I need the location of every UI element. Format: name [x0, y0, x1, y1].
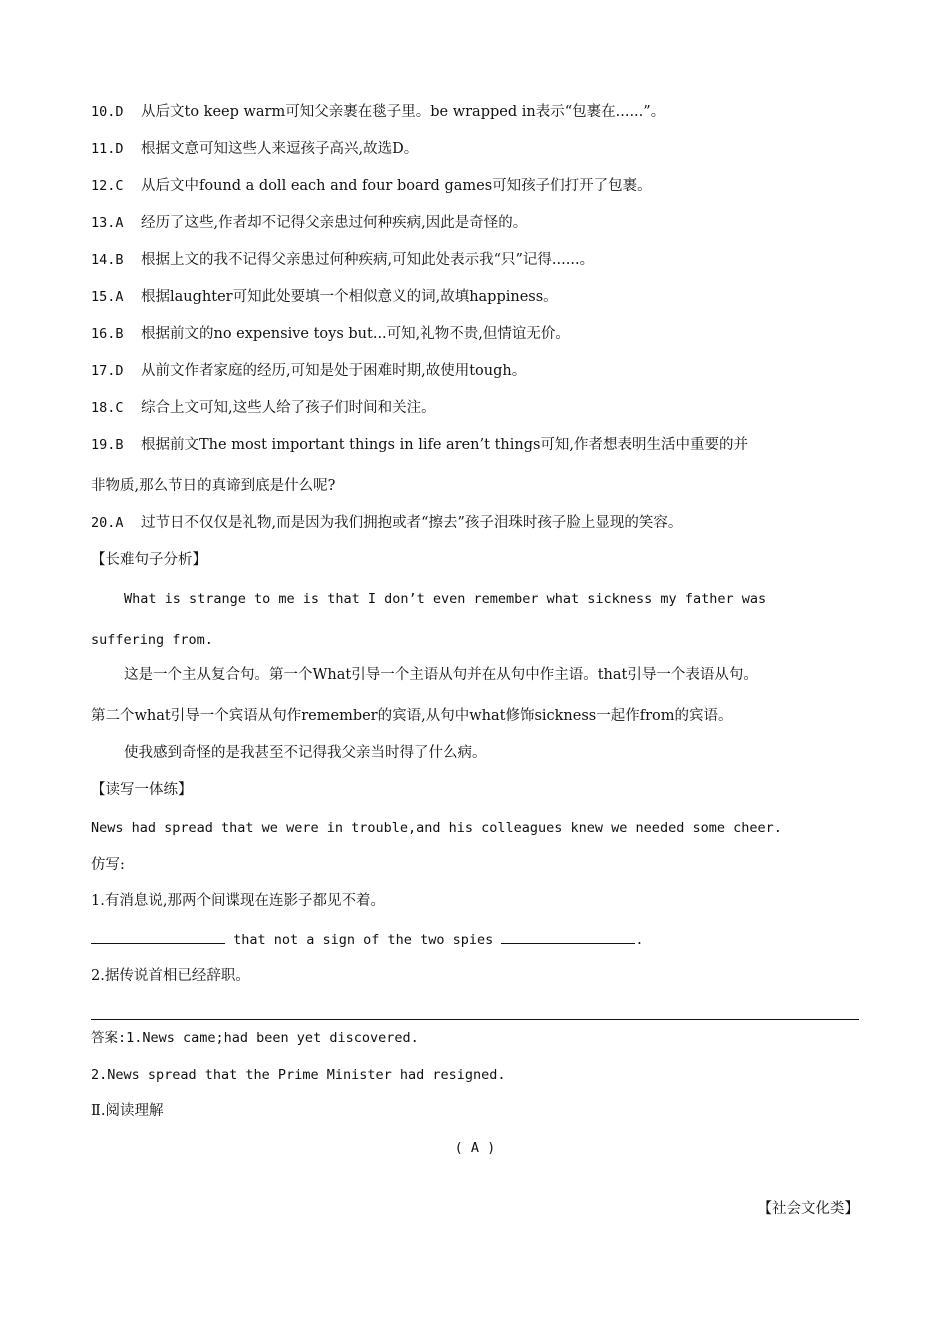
answer-continuation: 非物质,那么节日的真谛到底是什么呢? [91, 478, 336, 494]
answer-number: 13.A [91, 215, 124, 231]
answer-item [91, 287, 859, 307]
section-title: Ⅱ.阅读理解 [91, 1103, 164, 1119]
answer-explanation: 从前文作者家庭的经历,可知是处于困难时期,故使用tough。 [141, 363, 527, 379]
answer-number: 11.D [91, 141, 124, 157]
answer-number: 12.C [91, 178, 124, 194]
answer-explanation: 从后文to keep warm可知父亲裹在毯子里。be wrapped in表示“包裹在......”。 [141, 104, 666, 120]
answer-item [91, 250, 859, 270]
answer-explanation: 从后文中found a doll each and four board games可知孩子们打开了包裹。 [141, 178, 652, 194]
category-tag: 【社会文化类】 [757, 1201, 859, 1217]
answer-explanation: 根据laughter可知此处要填一个相似意义的词,故填happiness。 [141, 289, 558, 305]
answer-item [91, 513, 859, 533]
answer-item [91, 435, 859, 455]
answer-number: 10.D [91, 104, 124, 120]
practice-heading: 【读写一体练】 [91, 782, 193, 798]
answer-number: 19.B [91, 437, 124, 453]
answer-blank[interactable] [91, 929, 225, 944]
answer-explanation: 根据前文的no expensive toys but...可知,礼物不贵,但情谊无价。 [141, 326, 570, 342]
answer-explanation: 根据上文的我不记得父亲患过何种疾病,可知此处表示我“只”记得......。 [141, 252, 595, 268]
answer-item [91, 213, 859, 233]
answer-blank[interactable] [501, 929, 635, 944]
practice-answer-2: 2.News spread that the Prime Minister had resigned. [91, 1067, 506, 1083]
analysis-translation: 使我感到奇怪的是我甚至不记得我父亲当时得了什么病。 [124, 745, 487, 761]
analysis-heading: 【长难句子分析】 [91, 552, 207, 568]
answer-item [91, 139, 859, 159]
analysis-sentence: What is strange to me is that I don’t even remember what sickness my father was [124, 591, 767, 607]
practice-question-2: 2.据传说首相已经辞职。 [91, 968, 250, 984]
analysis-sentence-cont: suffering from. [91, 632, 213, 648]
analysis-explanation-cont: 第二个what引导一个宾语从句作remember的宾语,从句中what修饰sickness一起作from的宾语。 [91, 708, 733, 724]
passage-label: ( A ) [454, 1140, 496, 1156]
answer-number: 17.D [91, 363, 124, 379]
analysis-explanation: 这是一个主从复合句。第一个What引导一个主语从句并在从句中作主语。that引导一个表语从句。 [124, 667, 758, 683]
practice-example: News had spread that we were in trouble,and his colleagues knew we needed some cheer. [91, 820, 782, 836]
answer-item [91, 361, 859, 381]
answer-line[interactable] [91, 1019, 859, 1020]
answer-item [91, 324, 859, 344]
answer-explanation: 根据前文The most important things in life aren’t things可知,作者想表明生活中重要的并 [141, 437, 749, 453]
answer-item [91, 102, 859, 122]
practice-fill-line-1 [91, 929, 859, 950]
fill-end-text: . [635, 932, 644, 948]
answer-number: 16.B [91, 326, 124, 342]
practice-answer-1: 答案:1.News came;had been yet discovered. [91, 1030, 419, 1046]
answer-item [91, 398, 859, 418]
answer-item [91, 176, 859, 196]
practice-question-1: 1.有消息说,那两个间谍现在连影子都见不着。 [91, 893, 385, 909]
answer-explanation: 根据文意可知这些人来逗孩子高兴,故选D。 [141, 141, 419, 157]
answer-number: 14.B [91, 252, 124, 268]
answer-explanation: 综合上文可知,这些人给了孩子们时间和关注。 [141, 400, 436, 416]
answer-explanation: 经历了这些,作者却不记得父亲患过何种疾病,因此是奇怪的。 [141, 215, 528, 231]
fill-middle-text: that not a sign of the two spies [225, 932, 502, 948]
answer-number: 15.A [91, 289, 124, 305]
answer-explanation: 过节日不仅仅是礼物,而是因为我们拥抱或者“擦去”孩子泪珠时孩子脸上显现的笑容。 [141, 515, 683, 531]
answer-number: 20.A [91, 515, 124, 531]
answer-number: 18.C [91, 400, 124, 416]
practice-imitate-label: 仿写: [91, 857, 125, 873]
